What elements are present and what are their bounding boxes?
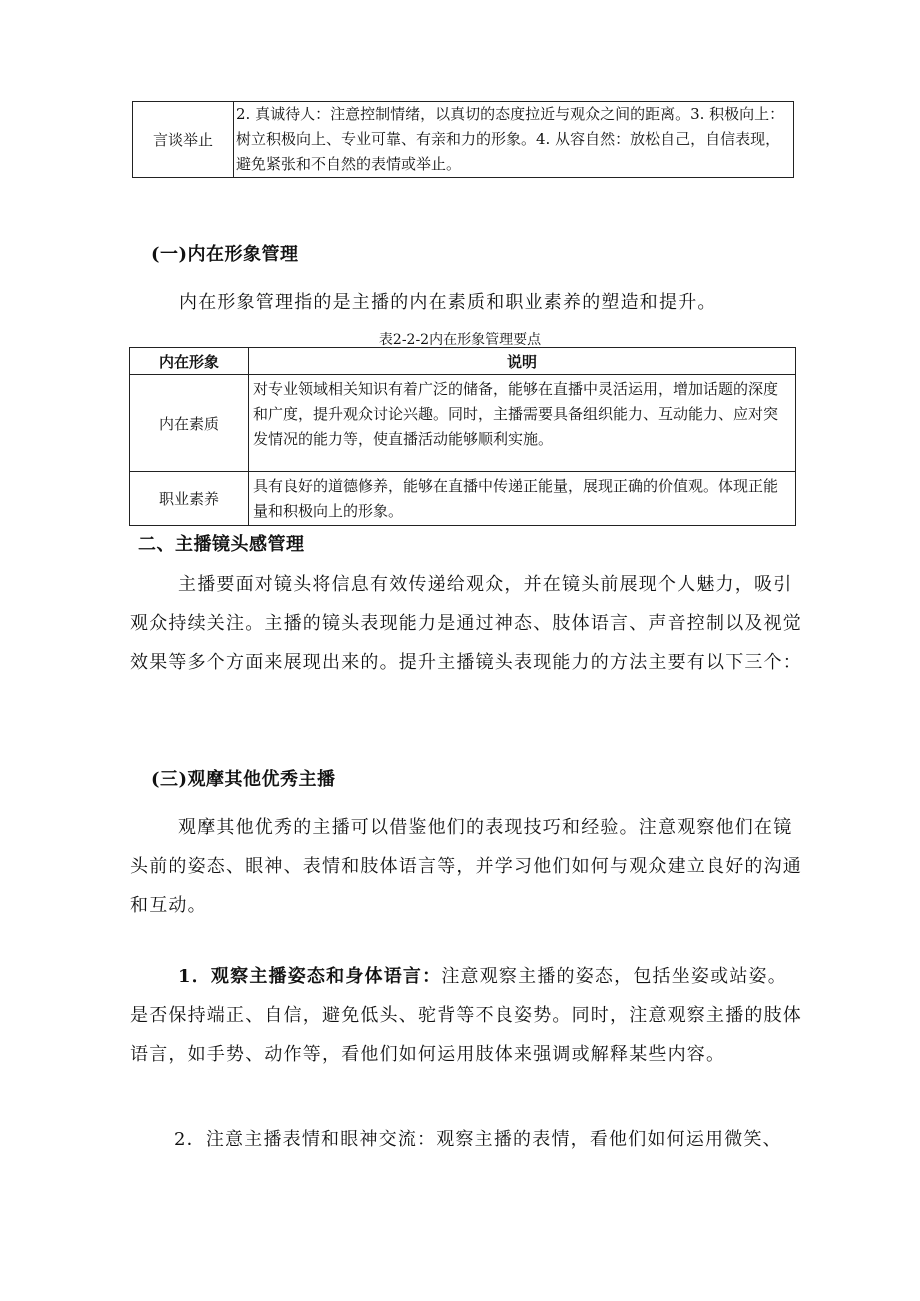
section-intro: 内在形象管理指的是主播的内在素质和职业素养的塑造和提升。	[179, 292, 717, 313]
table-cell-label: 内在素质	[130, 375, 249, 472]
table-cell-text: 具有良好的道德修养，能够在直播中传递正能量，展现正确的价值观。体现正能量和积极向上的形象。	[249, 472, 796, 526]
table-row	[133, 102, 794, 178]
list-item-text: 注意观察主播的姿态，包括坐姿或站姿。是否保持端正、自信，避免低头、驼背等不良姿势。同时，注意观察主播的肢体语言，如手势、动作等，看他们如何运用肢体来强调或解释某些内容。	[130, 966, 802, 1065]
table-header-cell: 说明	[249, 348, 796, 375]
table-cell-text: 对专业领域相关知识有着广泛的储备，能够在直播中灵活运用，增加话题的深度和广度，提升观众讨论兴趣。同时，主播需要具备组织能力、互动能力、应对突发情况的能力等，使直播活动能够顺利实施。	[249, 375, 796, 472]
paragraph: 观摩其他优秀的主播可以借鉴他们的表现技巧和经验。注意观察他们在镜头前的姿态、眼神、表情和肢体语言等，并学习他们如何与观众建立良好的沟通和互动。	[130, 817, 802, 916]
list-item	[130, 957, 802, 1074]
section-heading-camera: 二、主播镜头感管理	[138, 534, 305, 555]
paragraph: 主播要面对镜头将信息有效传递给观众，并在镜头前展现个人魅力，吸引观众持续关注。主播的镜头表现能力是通过神态、肢体语言、声音控制以及视觉效果等多个方面来展现出来的。提升主播镜头表现能力的方法主要有以下三个：	[130, 574, 802, 673]
section-heading-inner-image: (一)内在形象管理	[151, 244, 299, 265]
table-cell-text: 2. 真诚待人：注意控制情绪，以真切的态度拉近与观众之间的距离。3. 积极向上：树立积极向上、专业可靠、有亲和力的形象。4. 从容自然：放松自己，自信表现，避免紧张和不自然的表情或举止。	[234, 102, 794, 178]
section-heading-observe: (三)观摩其他优秀主播	[151, 769, 336, 790]
table-cell-label: 职业素养	[130, 472, 249, 526]
table-caption: 表2-2-2内在形象管理要点	[378, 332, 542, 348]
table-header-row	[130, 348, 796, 375]
table-header-cell: 内在形象	[130, 348, 249, 375]
list-item: 2．注意主播表情和眼神交流：观察主播的表情，看他们如何运用微笑、	[174, 1129, 782, 1150]
table-row	[130, 375, 796, 472]
table-inner-image	[129, 347, 796, 526]
list-item-label: 1．观察主播姿态和身体语言：	[178, 966, 442, 987]
table-cell-label: 言谈举止	[133, 102, 234, 178]
table-speech-conduct	[132, 101, 794, 178]
table-row	[130, 472, 796, 526]
